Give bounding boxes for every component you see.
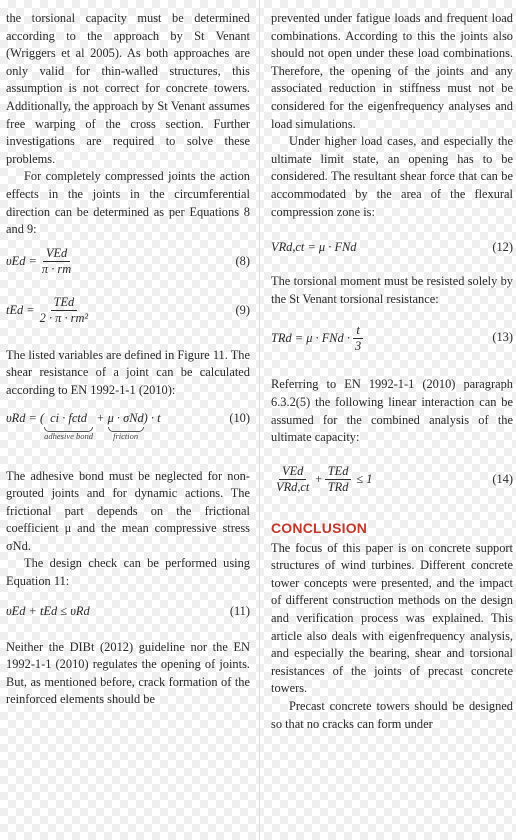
equation-rhs: ) · t <box>143 410 161 425</box>
equation-number: (14) <box>492 471 513 486</box>
equation-13 <box>271 316 513 360</box>
paragraph: Neither the DIBt (2012) guideline nor the EN 1992-1-1 (2010) regulates the opening of joints. But, as mentioned before, crack formation of the reinforced elements should be <box>6 639 250 707</box>
equation-rhs: ≤ 1 <box>356 471 373 486</box>
equation-text: υEd + tEd ≤ υRd <box>6 603 90 618</box>
column-divider <box>259 0 260 840</box>
equation-lhs: TRd = μ · FNd · <box>271 330 350 345</box>
paragraph: The torsional moment must be resisted solely by the St Venant torsional resistance: <box>271 274 513 306</box>
equation-11 <box>6 597 250 627</box>
equation-number: (10) <box>229 410 250 425</box>
equation-number: (13) <box>492 330 513 345</box>
paragraph: Precast concrete towers should be designed so that no cracks can form under <box>271 699 513 731</box>
equation-number: (8) <box>235 253 250 268</box>
right-column <box>271 10 513 733</box>
equation-number: (12) <box>492 240 513 255</box>
equation-number: (9) <box>235 302 250 317</box>
denominator: 2 · π · rm² <box>39 311 89 326</box>
paragraph: The listed variables are defined in Figure 11. The shear resistance of a joint can be calculated according to EN 1992-1-1 (2010): <box>6 347 250 397</box>
brace-label: adhesive bond <box>44 431 94 442</box>
paragraph: The design check can be performed using Equation 11: <box>6 556 250 589</box>
fraction <box>325 464 352 495</box>
friction-term: μ · σNd friction <box>107 410 144 442</box>
equation-8 <box>6 241 250 283</box>
numerator: VEd <box>279 464 306 480</box>
paragraph: Referring to EN 1992-1-1 (2010) paragraph 6.3.2(5) the following linear interaction can be assumed for the combined analysis of the ultimate capacity: <box>271 377 513 445</box>
adhesive-term: ci · fctd adhesive bond <box>44 410 94 442</box>
equation-lhs: υEd = <box>6 253 37 268</box>
numerator: VEd <box>43 246 70 262</box>
denominator: 3 <box>354 338 362 353</box>
equation-lhs: tEd = <box>6 302 35 317</box>
equation-10: υRd = ( ci · fctd adhesive bond + μ · σNd friction ) · t (10) <box>6 410 250 442</box>
equation-text: VRd,ct = μ · FNd <box>271 240 357 255</box>
numerator: TEd <box>51 295 78 311</box>
paragraph: The adhesive bond must be neglected for non-grouted joints and for dynamic actions. The frictional part depends on the frictional coefficient μ and the mean compressive stress σNd. <box>6 468 250 553</box>
paragraph: Under higher load cases, and especially the ultimate limit state, an opening has to be considered. The resultant shear force that can be accommodated by the area of the flexural compression zone is: <box>271 134 513 219</box>
brace-label: friction <box>113 431 139 442</box>
fraction <box>37 295 91 326</box>
section-heading: CONCLUSION <box>271 519 368 536</box>
fraction <box>352 323 364 354</box>
equation-14: $\frac{\text{VEd}}{\text{VRd,ct}}$ + $\frac{\text{TEd}}{\text{TRd}}$ ≤ 1 (14) <box>271 457 513 503</box>
fraction <box>39 246 74 277</box>
fraction <box>273 464 312 495</box>
equation-number: (11) <box>229 603 250 618</box>
equation-12 <box>271 233 513 263</box>
paragraph: the torsional capacity must be determined according to the approach by St Venant (Wriggers et al 2005). As both approaches are only valid for thin-walled structures, this assumption is not correct for concrete towers. Additionally, the approach by St Venant assumes free warping of the cross section. Further investigations are required to solve these problems. <box>6 11 250 166</box>
numerator: t <box>353 323 362 339</box>
equation-lhs: υRd = ( <box>6 410 45 425</box>
denominator: VRd,ct <box>276 480 310 495</box>
equation-9 <box>6 289 250 333</box>
paragraph: prevented under fatigue loads and frequent load combinations. According to this the joints also should not open under these load combinations. Therefore, the opening of the joints and any associated reduction in stiffness must not be considered for the eigenfrequency analyses and load simulations. <box>271 11 513 131</box>
denominator: TRd <box>327 480 349 495</box>
denominator: π · rm <box>41 262 72 277</box>
paragraph: For completely compressed joints the action effects in the joints in the circumferential direction can be determined as per Equations 8 and 9: <box>6 169 250 237</box>
paragraph: The focus of this paper is on concrete support structures of wind turbines. Different concrete tower concepts were presented, and the impact of different construction methods on the design and verification process was explained. This article also deals with eigenfrequency analysis, and especially the bearing, shear and torsional resistances of the joints of precast concrete towers. <box>271 540 513 696</box>
numerator: TEd <box>325 464 352 480</box>
left-column <box>6 10 250 709</box>
